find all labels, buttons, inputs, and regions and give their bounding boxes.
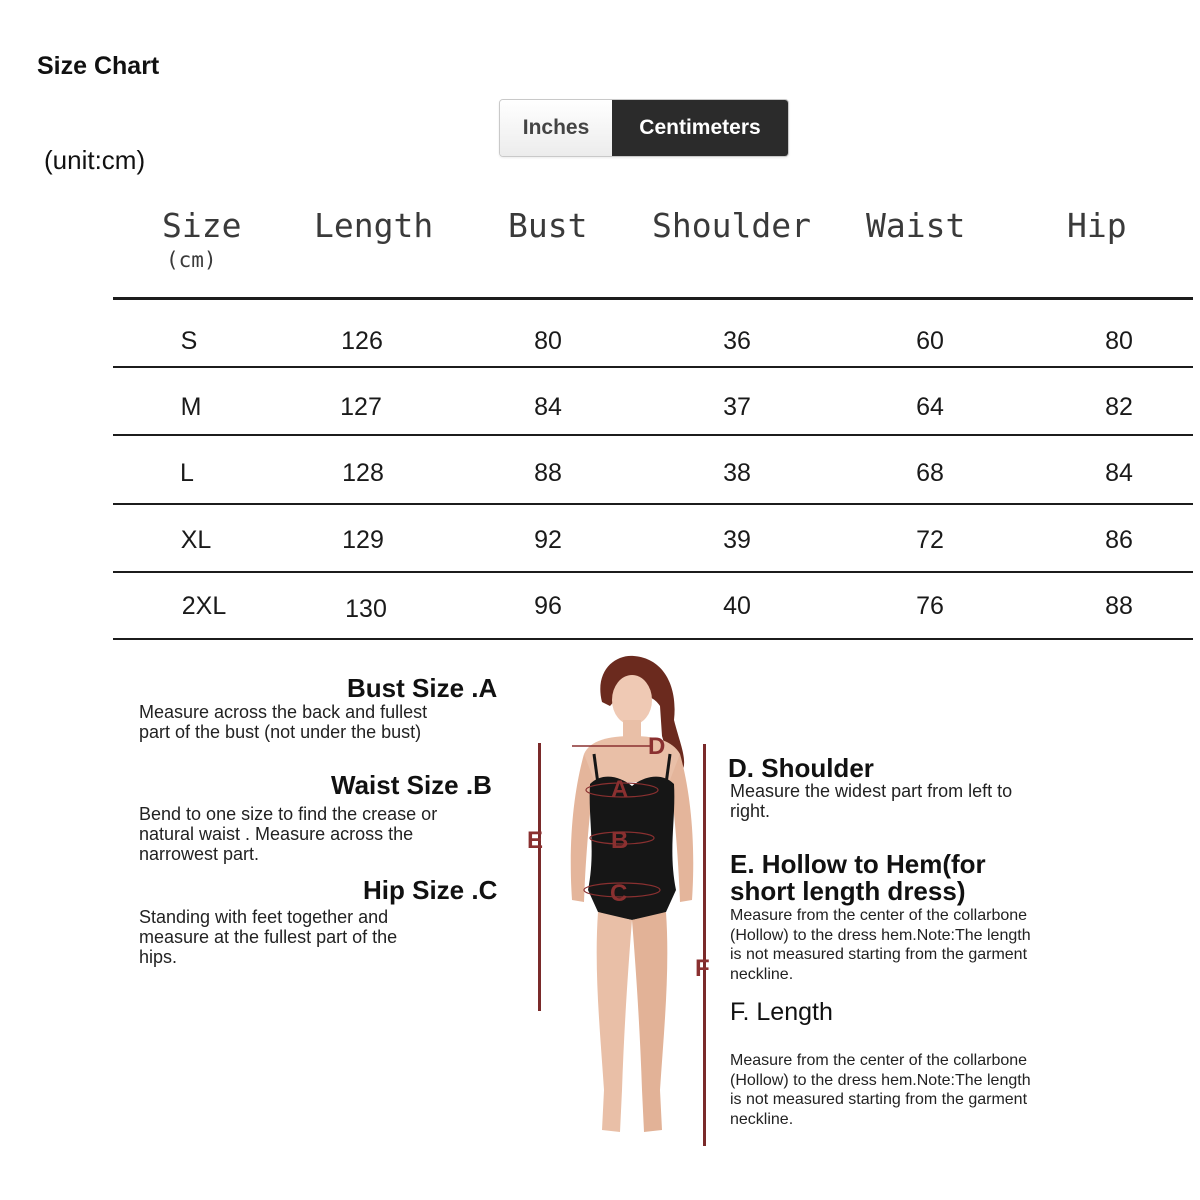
cell-shoulder: 38 xyxy=(723,459,751,487)
cell-hip: 82 xyxy=(1105,393,1133,421)
hollow-to-hem-guide-line xyxy=(538,743,541,1011)
length-guide-line xyxy=(703,744,706,1146)
header-waist: Waist xyxy=(866,206,966,245)
cell-size: XL xyxy=(180,526,212,554)
cell-waist: 64 xyxy=(916,393,944,421)
unit-toggle xyxy=(499,99,789,157)
waist-size-heading: Waist Size .B xyxy=(331,770,492,800)
cell-length: 126 xyxy=(341,327,383,355)
cell-bust: 84 xyxy=(534,393,562,421)
cell-hip: 86 xyxy=(1105,526,1133,554)
length-text xyxy=(730,1051,1031,1129)
text-line: is not measured starting from the garment xyxy=(730,1091,1028,1108)
cell-waist: 72 xyxy=(916,526,944,554)
text-line: Standing with feet together and xyxy=(139,907,389,927)
page-title: Size Chart xyxy=(37,52,160,80)
row-divider xyxy=(113,366,1193,368)
row-divider xyxy=(113,503,1193,505)
cell-shoulder: 40 xyxy=(723,592,751,620)
text-line: (Hollow) to the dress hem.Note:The length xyxy=(730,926,1031,944)
shoulder-text xyxy=(730,781,1012,821)
text-line: Measure from the center of the collarbone xyxy=(730,1052,1028,1069)
cell-waist: 76 xyxy=(916,592,944,620)
header-size-unit: (cm) xyxy=(166,248,217,272)
cell-bust: 92 xyxy=(534,526,562,554)
text-line: hips. xyxy=(139,947,178,967)
cell-length: 127 xyxy=(340,393,382,421)
header-hip: Hip xyxy=(1067,206,1127,245)
text-line: neckline. xyxy=(730,1110,794,1128)
cell-hip: 84 xyxy=(1105,459,1133,487)
hollow-to-hem-heading-line1: E. Hollow to Hem(for xyxy=(730,849,986,879)
bust-size-text xyxy=(139,702,427,742)
text-line: neckline. xyxy=(730,965,794,983)
cell-size: M xyxy=(180,393,202,421)
cell-size: S xyxy=(180,327,198,355)
hollow-to-hem-text xyxy=(730,906,1031,984)
row-divider xyxy=(113,571,1193,573)
header-bust: Bust xyxy=(508,206,588,245)
cell-hip: 88 xyxy=(1105,592,1133,620)
row-divider xyxy=(113,638,1193,640)
cell-shoulder: 36 xyxy=(723,327,751,355)
header-length: Length xyxy=(314,206,434,245)
text-line: Measure the widest part from left to xyxy=(730,781,1013,801)
unit-note: (unit:cm) xyxy=(44,145,146,175)
text-line: Measure from the center of the collarbone xyxy=(730,907,1028,924)
marker-f: F xyxy=(695,955,710,982)
waist-size-text xyxy=(139,804,437,864)
cell-shoulder: 37 xyxy=(723,393,751,421)
cell-shoulder: 39 xyxy=(723,526,751,554)
cell-bust: 88 xyxy=(534,459,562,487)
inches-toggle-button[interactable]: Inches xyxy=(500,100,612,156)
marker-a: A xyxy=(611,776,629,803)
marker-e: E xyxy=(527,827,544,854)
text-line: Bend to one size to find the crease or xyxy=(139,804,438,824)
text-line: right. xyxy=(730,801,771,821)
cell-size: L xyxy=(180,459,194,487)
marker-d: D xyxy=(648,733,666,760)
centimeters-toggle-button[interactable]: Centimeters xyxy=(612,100,788,156)
marker-c: C xyxy=(610,880,628,907)
cell-waist: 68 xyxy=(916,459,944,487)
header-size: Size xyxy=(162,206,242,245)
marker-b: B xyxy=(611,827,629,854)
length-heading: F. Length xyxy=(730,998,833,1026)
row-divider xyxy=(113,434,1193,436)
text-line: is not measured starting from the garment xyxy=(730,946,1028,963)
cell-bust: 80 xyxy=(534,327,562,355)
text-line: natural waist . Measure across the xyxy=(139,824,414,844)
text-line: (Hollow) to the dress hem.Note:The length xyxy=(730,1071,1031,1089)
cell-size: 2XL xyxy=(181,592,227,620)
text-line: narrowest part. xyxy=(139,844,260,864)
shoulder-heading: D. Shoulder xyxy=(728,753,874,783)
text-line: measure at the fullest part of the xyxy=(139,927,398,947)
model-silhouette xyxy=(550,650,710,1150)
text-line: part of the bust (not under the bust) xyxy=(139,722,422,742)
cell-length: 130 xyxy=(345,595,387,623)
hip-size-heading: Hip Size .C xyxy=(363,875,498,905)
bust-size-heading: Bust Size .A xyxy=(347,673,498,703)
hip-size-text xyxy=(139,907,397,967)
model-figure xyxy=(550,650,710,1150)
cell-length: 129 xyxy=(342,526,384,554)
header-shoulder: Shoulder xyxy=(652,206,811,245)
cell-length: 128 xyxy=(342,459,384,487)
table-header-divider xyxy=(113,297,1193,300)
cell-hip: 80 xyxy=(1105,327,1133,355)
text-line: Measure across the back and fullest xyxy=(139,702,428,722)
hollow-to-hem-heading-line2: short length dress) xyxy=(730,876,966,906)
cell-waist: 60 xyxy=(916,327,944,355)
cell-bust: 96 xyxy=(534,592,562,620)
